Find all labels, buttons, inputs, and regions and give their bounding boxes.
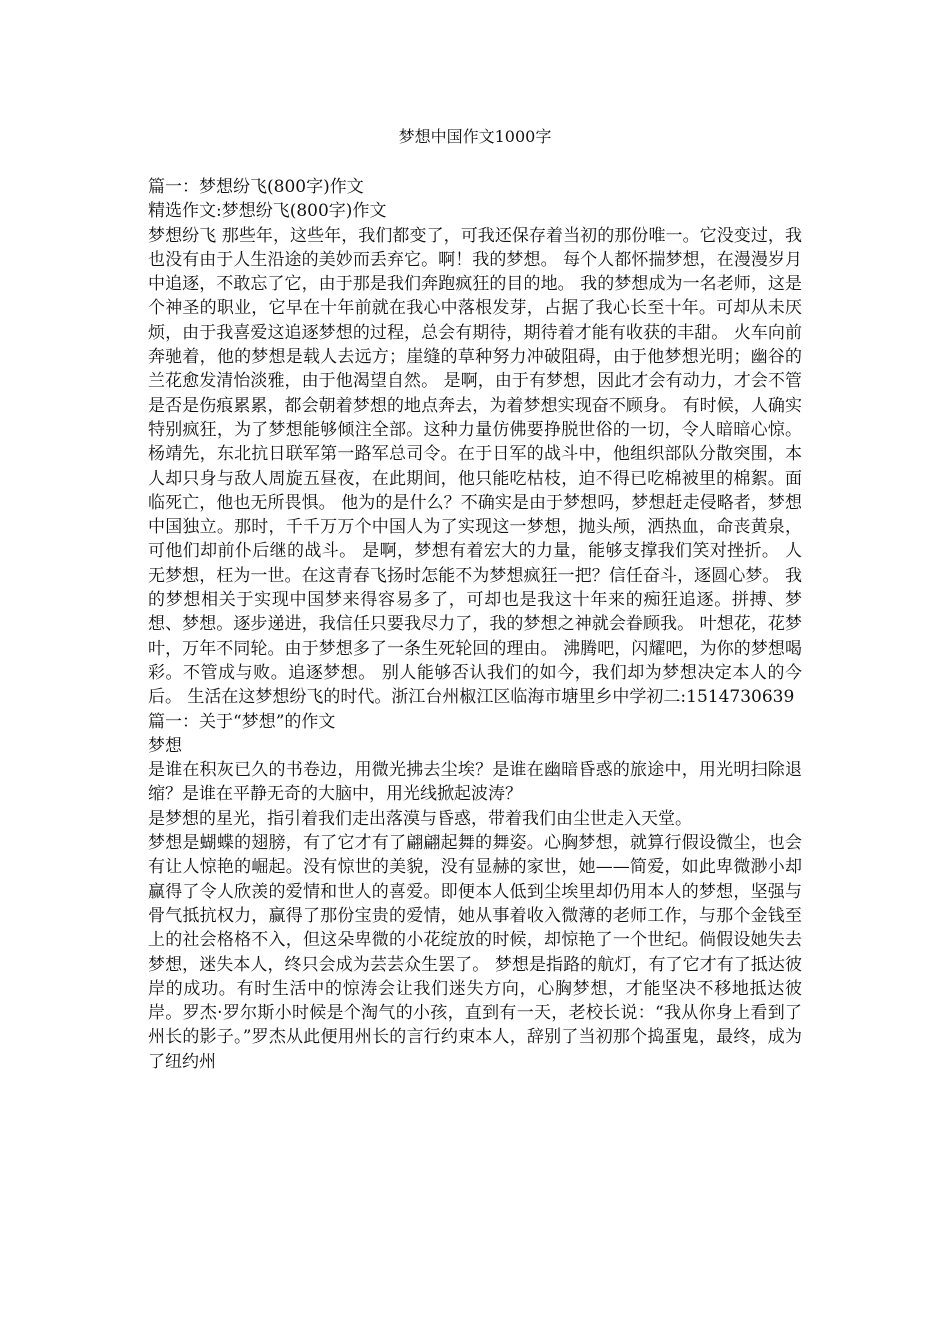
section1-subheading: 精选作文:梦想纷飞(800字)作文 bbox=[148, 201, 387, 222]
section2-subheading: 梦想 bbox=[148, 735, 182, 756]
section1-heading: 篇一：梦想纷飞(800字)作文 bbox=[148, 177, 364, 197]
document-body bbox=[148, 175, 802, 1074]
essay2-paragraph-3: 梦想是蝴蝶的翅膀，有了它才有了翩翩起舞的舞姿。心胸梦想，就算行假设微尘，也会有让人惊艳的崛起。没有惊世的美貌，没有显赫的家世，她——简爱，如此卑微渺小却赢得了令人欣羡的爱情和世人的喜爱。即便本人低到尘埃里却仍用本人的梦想，坚强与骨气抵抗权力，赢得了那份宝贵的爱情，她从事着收入微薄的老师工作，与那个金钱至上的社会格格不入，但这朵卑微的小花绽放的时候，却惊艳了一个世纪。倘假设她失去梦想，迷失本人，终只会成为芸芸众生罢了。 梦想是指路的航灯，有了它才有了抵达彼岸的成功。有时生活中的惊涛会让我们迷失方向，心胸梦想，才能坚决不移地抵达彼岸。罗杰·罗尔斯小时候是个淘气的小孩，直到有一天，老校长说：“我从你身上看到了州长的影子。”罗杰从此便用州长的言行约束本人，辞别了当初那个捣蛋鬼，最终，成为了纽约州 bbox=[148, 833, 802, 1072]
document-title: 梦想中国作文1000字 bbox=[398, 127, 552, 146]
essay2-paragraph-1: 是谁在积灰已久的书卷边，用微光拂去尘埃？是谁在幽暗昏惑的旅途中，用光明扫除退缩？是谁在平静无奇的大脑中，用光线掀起波涛？ bbox=[148, 760, 802, 805]
essay1-paragraph: 梦想纷飞 那些年，这些年，我们都变了，可我还保存着当初的那份唯一。它没变过，我也没有由于人生沿途的美妙而丢弃它。啊！我的梦想。 每个人都怀揣梦想，在漫漫岁月中追逐，不敢忘了它，由于那是我们奔跑疯狂的目的地。 我的梦想成为一名老师，这是个神圣的职业，它早在十年前就在我心中落根发芽，占据了我心长至十年。可却从未厌烦，由于我喜爱这追逐梦想的过程，总会有期待，期待着才能有收获的丰甜。 火车向前奔驰着，他的梦想是载人去远方；崖缝的草种努力冲破阻碍，由于他梦想光明；幽谷的兰花愈发清怡淡雅，由于他渴望自然。 是啊，由于有梦想，因此才会有动力，才会不管是否是伤痕累累，都会朝着梦想的地点奔去，为着梦想实现奋不顾身。 有时候，人确实特别疯狂，为了梦想能够倾注全部。这种力量仿佛要挣脱世俗的一切，令人暗暗心惊。 杨靖先，东北抗日联军第一路军总司令。在于日军的战斗中，他组织部队分散突围，本人却只身与敌人周旋五昼夜，在此期间，他只能吃枯枝，迫不得已吃棉被里的棉絮。面临死亡，他也无所畏惧。 他为的是什么？不确实是由于梦想吗，梦想赶走侵略者，梦想中国独立。那时，千千万万个中国人为了实现这一梦想，抛头颅，洒热血，命丧黄泉，可他们却前仆后继的战斗。 是啊，梦想有着宏大的力量，能够支撑我们笑对挫折。 人无梦想，枉为一世。在这青春飞扬时怎能不为梦想疯狂一把？信任奋斗，逐圆心梦。 我的梦想相关于实现中国梦来得容易多了，可却也是我这十年来的痴狂追逐。拼搏、梦想、梦想。逐步递进，我信任只要我尽力了，我的梦想之神就会眷顾我。 叶想花，花梦叶，万年不同轮。由于梦想多了一条生死轮回的理由。 沸腾吧，闪耀吧，为你的梦想喝彩。不管成与败。追逐梦想。 别人能够否认我们的如今，我们却为梦想决定本人的今后。 生活在这梦想纷飞的时代。浙江台州椒江区临海市塘里乡中学初二:1514730639 bbox=[148, 225, 802, 708]
section2-heading: 篇一：关于“梦想”的作文 bbox=[148, 711, 336, 732]
essay2-paragraph-2: 是梦想的星光，指引着我们走出落漠与昏惑，带着我们由尘世走入天堂。 bbox=[148, 808, 692, 829]
